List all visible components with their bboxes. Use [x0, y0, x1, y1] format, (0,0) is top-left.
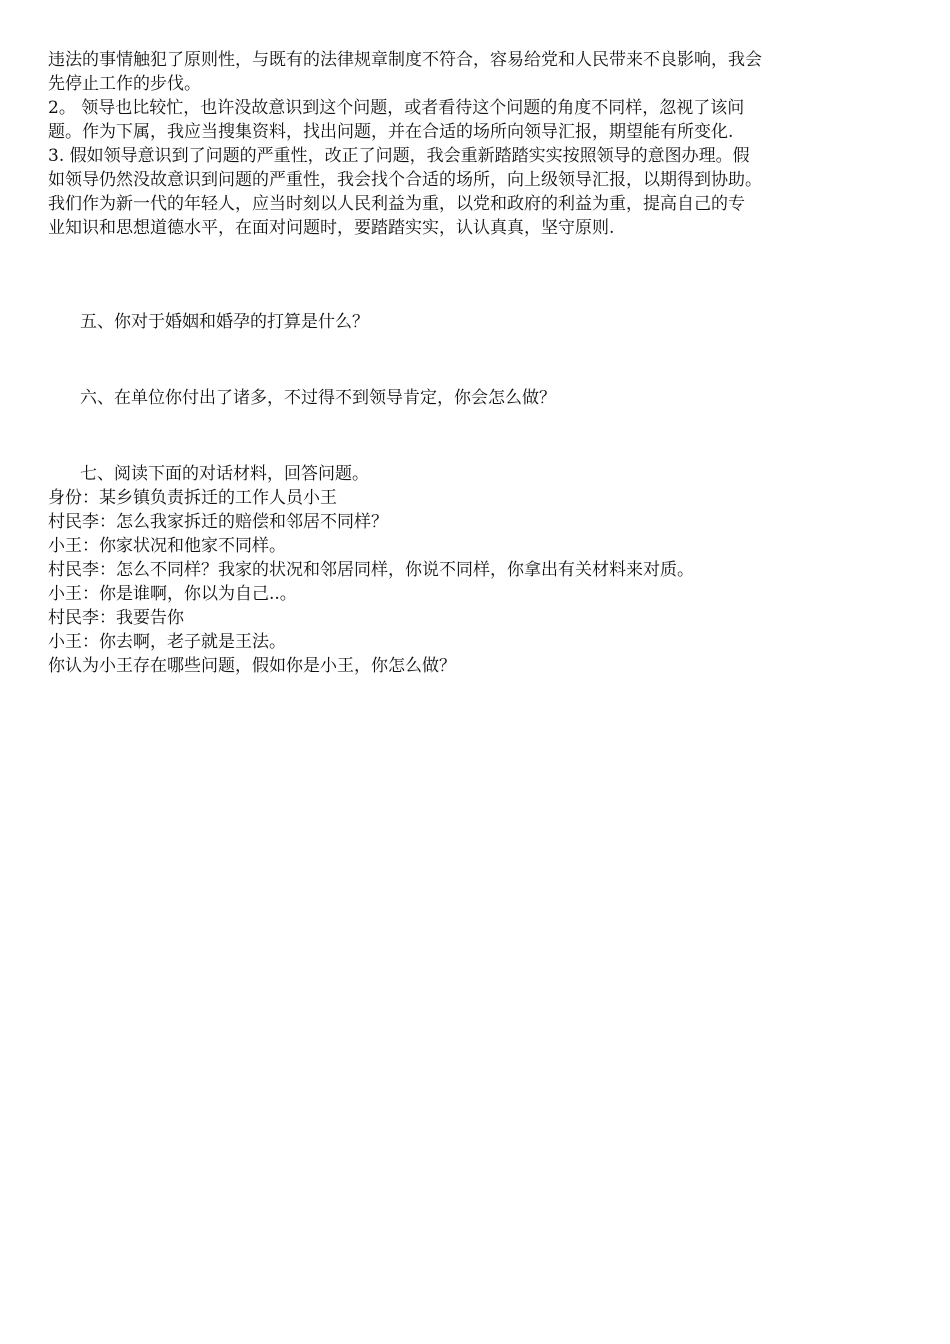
- dialogue-line: 身份：某乡镇负责拆迁的工作人员小王: [48, 488, 337, 508]
- answer-line: 2。 领导也比较忙，也许没故意识到这个问题，或者看待这个问题的角度不同样，忽视了该问: [48, 98, 745, 118]
- spacer: [48, 240, 908, 288]
- answer-block: [48, 48, 908, 240]
- answer-line: 业知识和思想道德水平，在面对问题时，要踏踏实实，认认真真，坚守原则.: [48, 218, 615, 238]
- question-7-heading: 七、阅读下面的对话材料，回答问题。: [80, 464, 369, 484]
- dialogue-line: 村民李：我要告你: [48, 608, 184, 628]
- dialogue-line: 村民李：怎么我家拆迁的赔偿和邻居不同样？: [48, 512, 388, 532]
- question-6-heading: 六、在单位你付出了诸多，不过得不到领导肯定，你会怎么做？: [80, 388, 556, 408]
- dialogue-line: 村民李：怎么不同样？我家的状况和邻居同样，你说不同样，你拿出有关材料来对质。: [48, 560, 694, 580]
- answer-line: 先停止工作的步伐。: [48, 74, 201, 94]
- answer-line: 题。作为下属，我应当搜集资料，找出问题，并在合适的场所向领导汇报，期望能有所变化.: [48, 122, 734, 142]
- answer-line: 如领导仍然没故意识到问题的严重性，我会找个合适的场所，向上级领导汇报，以期得到协助。: [48, 170, 762, 190]
- answer-line: 我们作为新一代的年轻人，应当时刻以人民利益为重，以党和政府的利益为重，提高自己的专: [48, 194, 745, 214]
- answer-line: 违法的事情触犯了原则性，与既有的法律规章制度不符合，容易给党和人民带来不良影响，我会: [48, 50, 762, 70]
- question-7-prompt: 你认为小王存在哪些问题，假如你是小王，你怎么做？: [48, 656, 456, 676]
- document-page: [48, 48, 908, 678]
- answer-line: 3. 假如领导意识到了问题的严重性，改正了问题，我会重新踏踏实实按照领导的意图办理。假: [48, 146, 750, 166]
- dialogue-line: 小王：你去啊，老子就是王法。: [48, 632, 286, 652]
- dialogue-line: 小王：你家状况和他家不同样。: [48, 536, 286, 556]
- question-7-block: [48, 462, 908, 678]
- question-5-heading: 五、你对于婚姻和婚孕的打算是什么？: [80, 312, 369, 332]
- dialogue-line: 小王：你是谁啊，你以为自己..。: [48, 584, 297, 604]
